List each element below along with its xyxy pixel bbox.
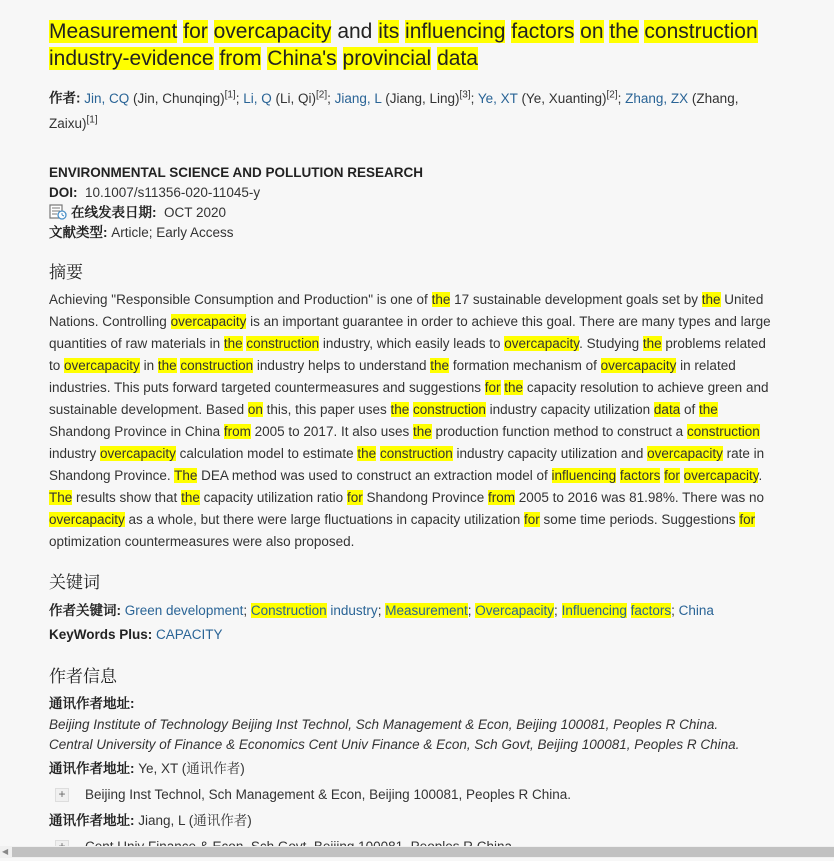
- text-segment: DEA method was used to construct an extraction model of: [197, 468, 552, 483]
- text-segment: 17 sustainable development goals set by: [450, 292, 702, 307]
- highlighted-term: China's: [267, 47, 337, 70]
- highlighted-term: the: [430, 358, 450, 373]
- highlighted-term: factors: [630, 603, 672, 618]
- text-segment: as a whole, but there were large fluctuations in capacity utilization: [124, 512, 525, 527]
- highlighted-term: from: [488, 490, 516, 505]
- affiliation-ref[interactable]: [2]: [606, 89, 618, 100]
- affiliation-ref[interactable]: [2]: [316, 89, 328, 100]
- text-segment: Shandong Province: [362, 490, 489, 505]
- text-segment: is an important guarantee in order to achieve this goal. There are many types and large quantities of raw materials in: [49, 314, 771, 351]
- highlighted-term: industry-evidence: [49, 47, 214, 70]
- highlighted-term: the: [504, 380, 524, 395]
- highlighted-term: influencing: [551, 468, 617, 483]
- author-link[interactable]: Jiang, L: [334, 90, 382, 106]
- text-segment: Green development: [124, 603, 244, 618]
- highlighted-term: construction: [180, 358, 254, 373]
- journal-title: ENVIRONMENTAL SCIENCE AND POLLUTION RESEARCH: [49, 165, 424, 180]
- text-segment: industry, which easily leads to: [319, 336, 505, 351]
- highlighted-term: the: [390, 402, 410, 417]
- text-segment: industry capacity utilization: [485, 402, 654, 417]
- reprint-address-1: Beijing Institute of Technology Beijing Inst Technol, Sch Management & Econ, Beijing 100081, Peoples R China.: [49, 717, 719, 732]
- corresponding-author-1: [49, 757, 779, 781]
- highlighted-term: construction: [686, 424, 760, 439]
- keywords-plus-link[interactable]: CAPACITY: [156, 627, 223, 642]
- highlighted-term: the: [181, 490, 200, 505]
- highlighted-term: factors: [511, 20, 575, 43]
- highlighted-term: for: [739, 512, 756, 527]
- author-info-heading: 作者信息: [49, 667, 117, 686]
- corresponding-name: Ye, XT (通讯作者): [138, 761, 245, 776]
- highlighted-term: for: [524, 512, 540, 527]
- reprint-label: 通讯作者地址:: [49, 696, 135, 711]
- author-keywords-label: 作者关键词:: [49, 603, 121, 618]
- highlighted-term: for: [183, 20, 208, 43]
- highlighted-term: overcapacity: [49, 512, 125, 527]
- record-page: [49, 14, 779, 861]
- author-link[interactable]: Li, Q: [243, 90, 272, 106]
- highlighted-term: from: [219, 47, 262, 70]
- author-link[interactable]: Jin, CQ: [84, 90, 130, 106]
- highlighted-term: the: [698, 402, 718, 417]
- author-keyword-link[interactable]: [679, 603, 714, 618]
- corresponding-name: Jiang, L (通讯作者): [138, 813, 252, 828]
- text-segment: of: [680, 402, 699, 417]
- corresponding-address-1: [49, 783, 779, 807]
- online-date-value: OCT 2020: [164, 205, 227, 220]
- doi-value: 10.1007/s11356-020-11045-y: [85, 185, 261, 200]
- doc-type-line: [49, 223, 779, 243]
- highlighted-term: the: [223, 336, 243, 351]
- text-segment: formation mechanism of: [449, 358, 601, 373]
- highlighted-term: influencing: [405, 20, 506, 43]
- scroll-left-arrow-icon[interactable]: ◀: [2, 847, 9, 856]
- text-segment: production function method to construct a: [431, 424, 687, 439]
- highlighted-term: for: [664, 468, 680, 483]
- authors-label: 作者:: [49, 90, 81, 106]
- highlighted-term: the: [431, 292, 451, 307]
- horizontal-scrollbar[interactable]: [0, 846, 834, 858]
- highlighted-term: overcapacity: [100, 446, 176, 461]
- highlighted-term: construction: [246, 336, 320, 351]
- highlighted-term: overcapacity: [683, 468, 759, 483]
- text-segment: Shandong Province in China: [49, 424, 224, 439]
- corresponding-label: 通讯作者地址:: [49, 761, 135, 776]
- text-segment: capacity resolution to achieve green and sustainable development. Based: [49, 380, 769, 417]
- text-segment: optimization countermeasures were also proposed.: [49, 534, 355, 549]
- text-segment: industry capacity utilization and: [452, 446, 648, 461]
- text-segment: . Studying: [579, 336, 643, 351]
- document-clock-icon: [49, 204, 67, 220]
- text-segment: in: [139, 358, 158, 373]
- text-segment: rate in Shandong Province.: [49, 446, 765, 483]
- text-segment: 2005 to 2016 was 81.98%. There was no: [515, 490, 764, 505]
- text-segment: United Nations. Controlling: [49, 292, 764, 329]
- scrollbar-thumb[interactable]: [12, 847, 834, 857]
- text-segment: Achieving "Responsible Consumption and Production" is one of: [49, 292, 432, 307]
- online-date-label: 在线发表日期:: [71, 205, 157, 220]
- abstract-text: [49, 289, 779, 553]
- text-segment: industry helps to understand: [253, 358, 431, 373]
- highlighted-term: on: [247, 402, 263, 417]
- highlighted-term: Influencing: [561, 603, 627, 618]
- highlighted-term: overcapacity: [170, 314, 247, 329]
- doc-type-value: Article; Early Access: [111, 225, 234, 240]
- highlighted-term: Measurement: [385, 603, 468, 618]
- highlighted-term: Construction: [250, 603, 327, 618]
- highlighted-term: construction: [379, 446, 453, 461]
- highlighted-term: on: [580, 20, 604, 43]
- highlighted-term: for: [346, 490, 363, 505]
- text-segment: [208, 20, 214, 43]
- corresponding-author-2: [49, 809, 779, 833]
- article-title: [49, 18, 779, 72]
- highlighted-term: for: [484, 380, 501, 395]
- highlighted-term: from: [223, 424, 251, 439]
- text-segment: this, this paper uses: [262, 402, 391, 417]
- author-keyword-link[interactable]: [475, 603, 554, 618]
- text-segment: 2005 to 2017. It also uses: [250, 424, 413, 439]
- online-date-line: [49, 203, 779, 223]
- author-keyword-link[interactable]: [125, 603, 244, 618]
- keywords-plus-label: KeyWords Plus:: [49, 627, 153, 642]
- text-segment: some time periods. Suggestions: [539, 512, 740, 527]
- author-link[interactable]: Ye, XT: [477, 90, 518, 106]
- reprint-address-2: Central University of Finance & Economics Cent Univ Finance & Econ, Sch Govt, Beijing 100081, Peoples R China.: [49, 737, 740, 752]
- corresponding-label: 通讯作者地址:: [49, 813, 135, 828]
- author-keyword-link[interactable]: [251, 603, 378, 618]
- highlighted-term: data: [653, 402, 681, 417]
- highlighted-term: its: [378, 20, 400, 43]
- highlighted-term: overcapacity: [64, 358, 140, 373]
- author-keyword-link[interactable]: [385, 603, 468, 618]
- text-segment: [337, 47, 343, 70]
- text-segment: calculation model to estimate: [175, 446, 358, 461]
- highlighted-term: the: [701, 292, 721, 307]
- highlighted-term: overcapacity: [600, 358, 677, 373]
- highlighted-term: the: [413, 424, 432, 439]
- text-segment: .: [758, 468, 763, 483]
- highlighted-term: The: [49, 490, 73, 505]
- text-segment: capacity utilization ratio: [199, 490, 347, 505]
- highlighted-term: construction: [644, 20, 758, 43]
- highlighted-term: overcapacity: [213, 20, 332, 43]
- highlighted-term: overcapacity: [504, 336, 580, 351]
- keywords-heading: 关键词: [49, 573, 100, 592]
- author-keywords-line: 作者关键词: Green development; Construction industry; Measurement; Overcapacity; Influencing factors; China: [49, 603, 714, 618]
- highlighted-term: construction: [413, 402, 486, 417]
- highlighted-term: provincial: [342, 47, 432, 70]
- text-segment: problems related to: [49, 336, 766, 373]
- affiliation-ref[interactable]: [3]: [459, 89, 471, 100]
- keywords-plus-line: [49, 623, 779, 647]
- affiliation-ref[interactable]: [1]: [224, 89, 236, 100]
- highlighted-term: Measurement: [49, 20, 178, 43]
- doi-label: DOI:: [49, 185, 78, 200]
- highlighted-term: data: [437, 47, 478, 70]
- text-segment: results show that: [72, 490, 182, 505]
- highlighted-term: factors: [619, 468, 661, 483]
- text-segment: industry: [49, 446, 101, 461]
- highlighted-term: Overcapacity: [475, 603, 555, 618]
- highlighted-term: the: [642, 336, 662, 351]
- highlighted-term: the: [357, 446, 377, 461]
- author-keyword-link[interactable]: [562, 603, 672, 618]
- authors-line: 作者: Jin, CQ (Jin, Chunqing)[1]; Li, Q (Li, Qi)[2]; Jiang, L (Jiang, Ling)[3]; Ye, XT (Ye, Xuanting)[2]; Zhang, ZX (Zhang, Zaixu)[1]: [49, 89, 739, 131]
- author-link[interactable]: Zhang, ZX: [625, 90, 689, 106]
- text-segment: in related industries. This puts forward targeted countermeasures and suggestions: [49, 358, 736, 395]
- doc-type-label: 文献类型:: [49, 225, 108, 240]
- highlighted-term: The: [174, 468, 198, 483]
- text-segment: and: [331, 20, 379, 43]
- affiliation-ref[interactable]: [1]: [86, 114, 98, 126]
- address-text: Beijing Inst Technol, Sch Management & Econ, Beijing 100081, Peoples R China.: [85, 787, 572, 802]
- abstract-heading: 摘要: [49, 263, 83, 282]
- highlighted-term: overcapacity: [647, 446, 723, 461]
- doi-line: [49, 183, 779, 203]
- highlighted-term: the: [609, 20, 639, 43]
- expand-plus-icon[interactable]: +: [55, 788, 69, 802]
- text-segment: China: [678, 603, 714, 618]
- text-segment: industry: [326, 603, 378, 618]
- highlighted-term: the: [157, 358, 177, 373]
